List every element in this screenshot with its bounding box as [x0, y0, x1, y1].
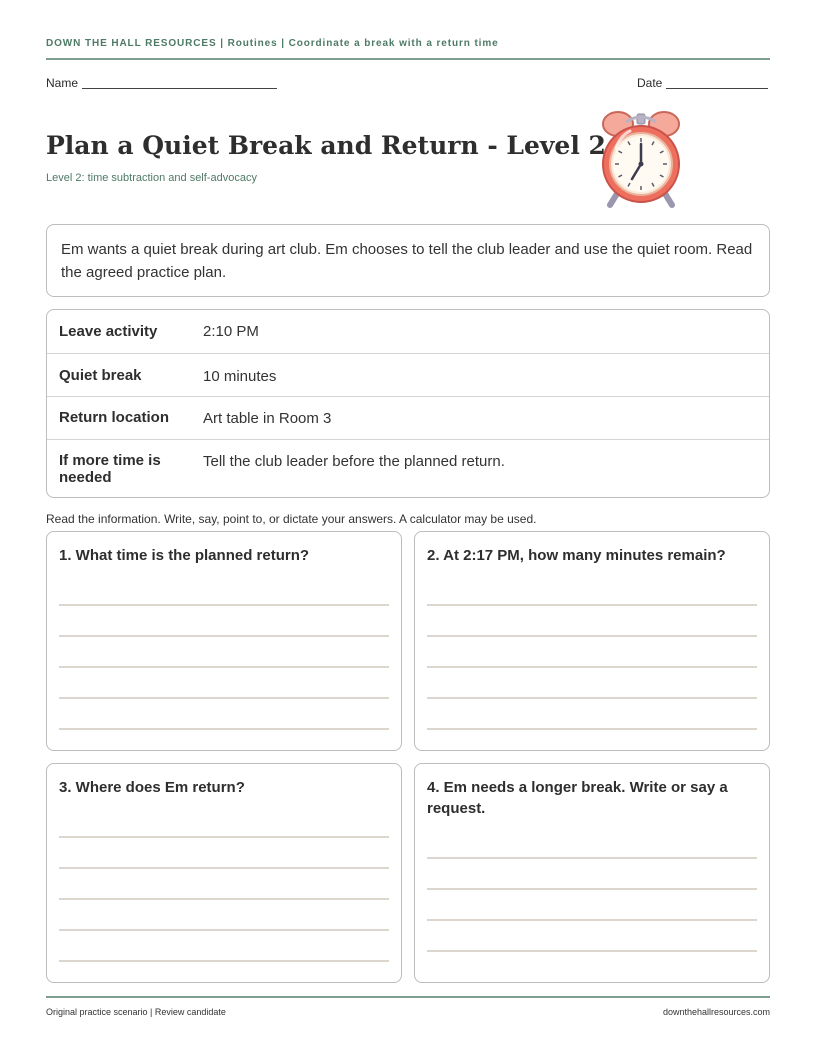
answer-line[interactable]: [59, 635, 389, 637]
plan-value: Tell the club leader before the planned return.: [203, 453, 505, 470]
answer-line[interactable]: [427, 604, 757, 606]
question-text: 4. Em needs a longer break. Write or say a request.: [427, 779, 728, 817]
header-divider: [46, 58, 770, 60]
answer-line[interactable]: [427, 857, 757, 859]
header-breadcrumb: DOWN THE HALL RESOURCES | Routines | Coordinate a break with a return time: [46, 38, 499, 49]
answer-line[interactable]: [427, 666, 757, 668]
question-box-2[interactable]: [414, 531, 770, 751]
question-text: 2. At 2:17 PM, how many minutes remain?: [427, 547, 726, 564]
answer-line[interactable]: [427, 635, 757, 637]
plan-row-more-time: [47, 439, 769, 498]
date-label: Date: [637, 76, 663, 90]
answer-line[interactable]: [427, 919, 757, 921]
plan-row-leave: [47, 310, 769, 353]
page-subtitle: Level 2: time subtraction and self-advocacy: [46, 172, 257, 184]
answer-line[interactable]: [427, 950, 757, 952]
answer-line[interactable]: [59, 836, 389, 838]
name-label: Name: [46, 76, 79, 90]
question-text: 3. Where does Em return?: [59, 779, 245, 796]
footer-divider: [46, 996, 770, 998]
answer-line[interactable]: [59, 666, 389, 668]
answer-line[interactable]: [59, 728, 389, 730]
plan-value: 2:10 PM: [203, 323, 259, 340]
date-blank[interactable]: [666, 78, 768, 89]
question-box-4[interactable]: [414, 763, 770, 983]
instructions: Read the information. Write, say, point to, or dictate your answers. A calculator may be used.: [46, 512, 537, 526]
name-field[interactable]: [46, 76, 277, 90]
footer-note: Original practice scenario | Review candidate: [46, 1007, 226, 1017]
question-text: 1. What time is the planned return?: [59, 547, 310, 564]
answer-line[interactable]: [427, 697, 757, 699]
plan-label: If more time is needed: [59, 452, 161, 486]
answer-line[interactable]: [59, 960, 389, 962]
plan-label: Leave activity: [59, 323, 158, 340]
page-title: Plan a Quiet Break and Return - Level 2: [46, 131, 606, 160]
answer-line[interactable]: [59, 867, 389, 869]
plan-row-break: [47, 353, 769, 396]
plan-table: [46, 309, 770, 498]
date-field[interactable]: [637, 76, 768, 90]
answer-line[interactable]: [59, 604, 389, 606]
name-blank[interactable]: [82, 78, 277, 89]
question-box-1[interactable]: [46, 531, 402, 751]
answer-line[interactable]: [59, 929, 389, 931]
question-box-3[interactable]: [46, 763, 402, 983]
answer-line[interactable]: [59, 697, 389, 699]
answer-line[interactable]: [427, 888, 757, 890]
answer-line[interactable]: [427, 728, 757, 730]
footer-website: downthehallresources.com: [662, 1007, 770, 1017]
plan-label: Return location: [59, 409, 170, 426]
answer-line[interactable]: [59, 898, 389, 900]
plan-value: Art table in Room 3: [203, 410, 332, 427]
scenario-intro: Em wants a quiet break during art club. Em chooses to tell the club leader and use the quiet room. Read the agreed practice plan.: [46, 224, 770, 297]
plan-label: Quiet break: [59, 367, 142, 384]
plan-row-return: [47, 396, 769, 439]
plan-value: 10 minutes: [203, 368, 277, 385]
alarm-clock-icon: [596, 108, 686, 210]
